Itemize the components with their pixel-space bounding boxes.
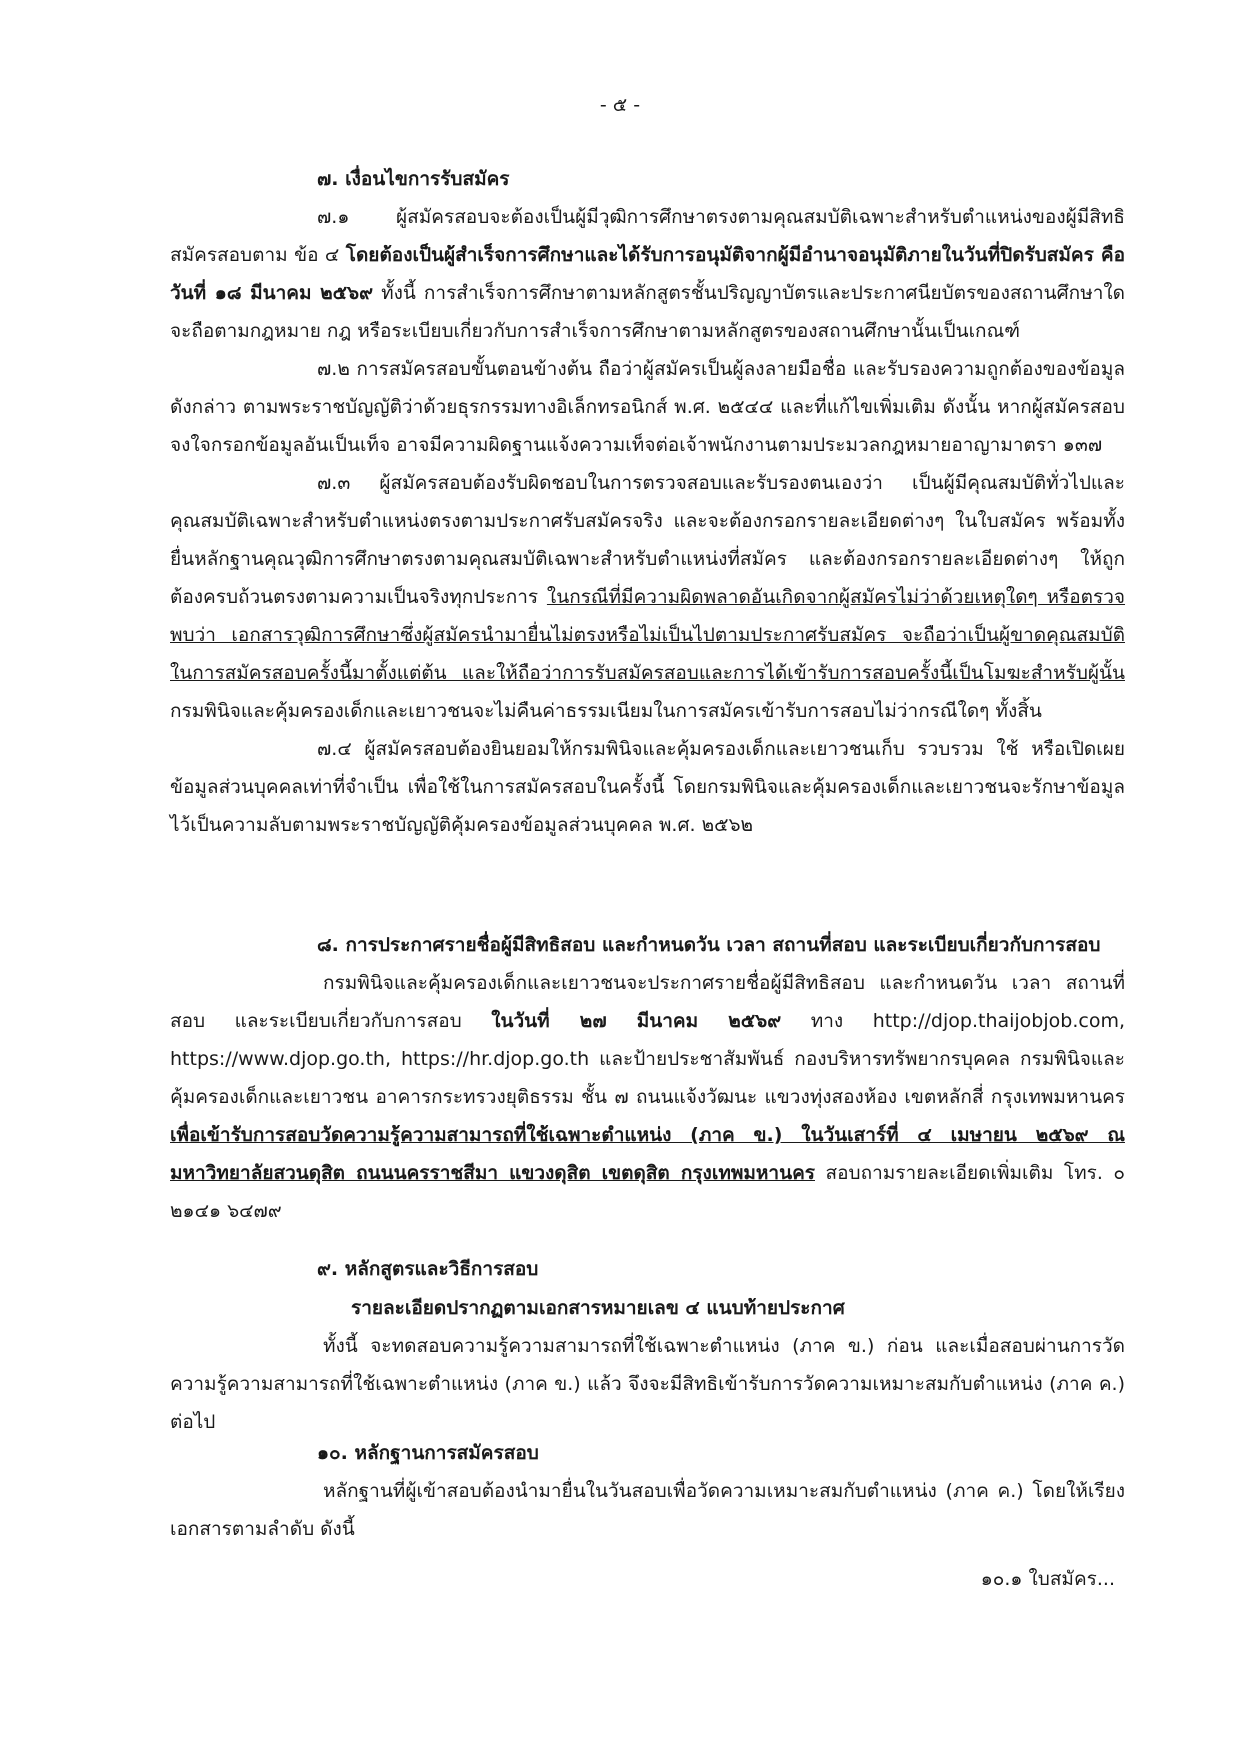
continuation-marker: ๑๐.๑ ใบสมัคร... xyxy=(980,1568,1115,1590)
section-9-heading: ๙. หลักสูตรและวิธีการสอบ xyxy=(317,1258,539,1280)
clause-7-2: ๗.๒ การสมัครสอบขั้นตอนข้างต้น ถือว่าผู้สมัครเป็นผู้ลงลายมือชื่อ และรับรองความถูกต้องของข้อมูลดังกล่าว ตามพระราชบัญญัติว่าด้วยธุรกรรมทางอิเล็กทรอนิกส์ พ.ศ. ๒๕๔๔ และที่แก้ไขเพิ่มเติม ดังนั้น หากผู้สมัครสอบจงใจกรอกข้อมูลอันเป็นเท็จ อาจมีความผิดฐานแจ้งความเท็จต่อเจ้าพนักงานตามประมวลกฎหมายอาญามาตรา ๑๓๗ xyxy=(170,358,1125,456)
section-8 xyxy=(170,926,1125,1230)
section-10-body: หลักฐานที่ผู้เข้าสอบต้องนำมายื่นในวันสอบเพื่อวัดความเหมาะสมกับตำแหน่ง (ภาค ค.) โดยให้เรียงเอกสารตามลำดับ ดังนี้ xyxy=(170,1480,1125,1540)
section-7-body xyxy=(170,198,1125,844)
section-10-heading: ๑๐. หลักฐานการสมัครสอบ xyxy=(317,1442,539,1464)
section-8-body: กรมพินิจและคุ้มครองเด็กและเยาวชนจะประกาศรายชื่อผู้มีสิทธิสอบ และกำหนดวัน เวลา สถานที่สอบ และระเบียบเกี่ยวกับการสอบ ในวันที่ ๒๗ มีนาคม ๒๕๖๙ ทาง http://djop.thaijobjob.com, https://www.djop.go.th, https://hr.djop.go.th และป้ายประชาสัมพันธ์ กองบริหารทรัพยากรบุคคล กรมพินิจและคุ้มครองเด็กและเยาวชน อาคารกระทรวงยุติธรรม ชั้น ๗ ถนนแจ้งวัฒนะ แขวงทุ่งสองห้อง เขตหลักสี่ กรุงเทพมหานคร เพื่อเข้ารับการสอบวัดความรู้ความสามารถที่ใช้เฉพาะตำแหน่ง (ภาค ข.) ในวันเสาร์ที่ ๔ เมษายน ๒๕๖๙ ณ มหาวิทยาลัยสวนดุสิต ถนนนครราชสีมา แขวงดุสิต เขตดุสิต กรุงเทพมหานคร สอบถามรายละเอียดเพิ่มเติม โทร. ๐ ๒๑๔๑ ๖๔๗๙ xyxy=(170,972,1125,1222)
section-9-body: ทั้งนี้ จะทดสอบความรู้ความสามารถที่ใช้เฉพาะตำแหน่ง (ภาค ข.) ก่อน และเมื่อสอบผ่านการวัดความรู้ความสามารถที่ใช้เฉพาะตำแหน่ง (ภาค ข.) แล้ว จึงจะมีสิทธิเข้ารับการวัดความเหมาะสมกับตำแหน่ง (ภาค ค.) ต่อไป xyxy=(170,1335,1125,1433)
section-9-sub: รายละเอียดปรากฏตามเอกสารหมายเลข ๔ แนบท้ายประกาศ xyxy=(351,1297,845,1319)
clause-7-4: ๗.๔ ผู้สมัครสอบต้องยินยอมให้กรมพินิจและคุ้มครองเด็กและเยาวชนเก็บ รวบรวม ใช้ หรือเปิดเผยข้อมูลส่วนบุคคลเท่าที่จำเป็น เพื่อใช้ในการสมัครสอบในครั้งนี้ โดยกรมพินิจและคุ้มครองเด็กและเยาวชนจะรักษาข้อมูลไว้เป็นความลับตามพระราชบัญญัติคุ้มครองข้อมูลส่วนบุคคล พ.ศ. ๒๕๖๒ xyxy=(170,738,1125,836)
clause-7-1: ๗.๑ ผู้สมัครสอบจะต้องเป็นผู้มีวุฒิการศึกษาตรงตามคุณสมบัติเฉพาะสำหรับตำแหน่งของผู้มีสิทธิสมัครสอบตาม ข้อ ๔ โดยต้องเป็นผู้สำเร็จการศึกษาและได้รับการอนุมัติจากผู้มีอำนาจอนุมัติภายในวันที่ปิดรับสมัคร คือ วันที่ ๑๘ มีนาคม ๒๕๖๙ ทั้งนี้ การสำเร็จการศึกษาตามหลักสูตรชั้นปริญญาบัตรและประกาศนียบัตรของสถานศึกษาใด จะถือตามกฎหมาย กฎ หรือระเบียบเกี่ยวกับการสำเร็จการศึกษาตามหลักสูตรของสถานศึกษานั้นเป็นเกณฑ์ xyxy=(170,206,1125,342)
section-7-heading: ๗. เงื่อนไขการรับสมัคร xyxy=(317,168,510,190)
section-8-heading: ๘. การประกาศรายชื่อผู้มีสิทธิสอบ และกำหนดวัน เวลา สถานที่สอบ และระเบียบเกี่ยวกับการสอบ xyxy=(317,934,1101,956)
clause-7-3: ๗.๓ ผู้สมัครสอบต้องรับผิดชอบในการตรวจสอบและรับรองตนเองว่า เป็นผู้มีคุณสมบัติทั่วไปและคุณสมบัติเฉพาะสำหรับตำแหน่งตรงตามประกาศรับสมัครจริง และจะต้องกรอกรายละเอียดต่างๆ ในใบสมัคร พร้อมทั้งยื่นหลักฐานคุณวุฒิการศึกษาตรงตามคุณสมบัติเฉพาะสำหรับตำแหน่งที่สมัคร และต้องกรอกรายละเอียดต่างๆ ให้ถูกต้องครบถ้วนตรงตามความเป็นจริงทุกประการ ในกรณีที่มีความผิดพลาดอันเกิดจากผู้สมัครไม่ว่าด้วยเหตุใดๆ หรือตรวจพบว่า เอกสารวุฒิการศึกษาซึ่งผู้สมัครนำมายื่นไม่ตรงหรือไม่เป็นไปตามประกาศรับสมัคร จะถือว่าเป็นผู้ขาดคุณสมบัติในการสมัครสอบครั้งนี้มาตั้งแต่ต้น และให้ถือว่าการรับสมัครสอบและการได้เข้ารับการสอบครั้งนี้เป็นโมฆะสำหรับผู้นั้น กรมพินิจและคุ้มครองเด็กและเยาวชนจะไม่คืนค่าธรรมเนียมในการสมัครเข้ารับการสอบไม่ว่ากรณีใดๆ ทั้งสิ้น xyxy=(170,472,1126,722)
page-number: - ๕ - xyxy=(599,94,641,116)
